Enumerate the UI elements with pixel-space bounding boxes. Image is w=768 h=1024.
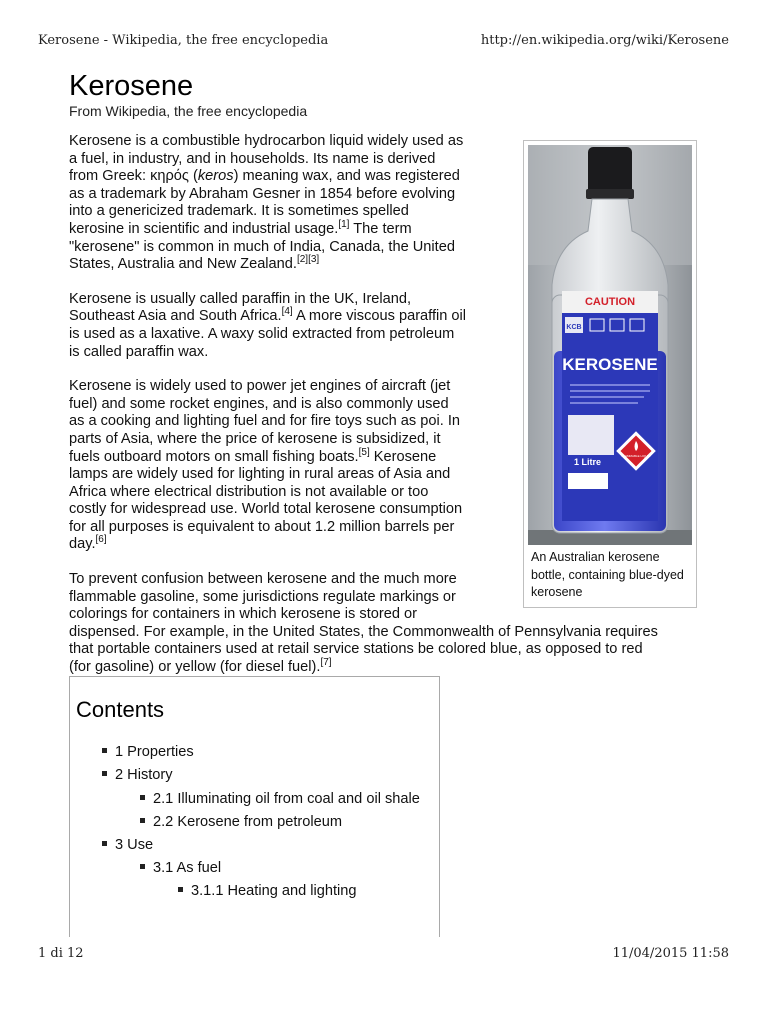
bullet-icon <box>178 887 183 892</box>
print-datetime: 11/04/2015 11:58 <box>612 946 729 961</box>
bullet-icon <box>140 795 145 800</box>
label-caution-text: CAUTION <box>584 296 636 308</box>
toc-item-label: 3.1.1 Heating and lighting <box>191 883 357 899</box>
citation-link[interactable]: [1] <box>338 219 350 231</box>
toc-item-label: 2.2 Kerosene from petroleum <box>153 814 343 830</box>
kerosene-bottle-image[interactable] <box>528 145 692 545</box>
text-run-italic: keros <box>197 168 234 185</box>
page-counter: 1 di 12 <box>38 946 84 961</box>
article-subtitle: From Wikipedia, the free encyclopedia <box>69 103 308 119</box>
page-url[interactable]: http://en.wikipedia.org/wiki/Kerosene <box>480 33 729 48</box>
text-run: Kerosene is widely used to power jet engines of aircraft (jet fuel) and some rocket engines, and is also commonly used as a cooking and lighting fuel and for fire toys such as poi. In parts of Asia, where the price of kerosene is subsidized, it fuels outboard motors on small fishing boats. <box>69 378 461 465</box>
figure-thumbnail <box>523 140 697 608</box>
toc-item-kerosene-petroleum[interactable] <box>140 814 342 830</box>
text-run: To prevent confusion between kerosene and the much more flammable gasoline, some jurisdictions regulate markings or colorings for containers in which kerosene is stored or dispensed. For example, in the United States, the Commonwealth of Pennsylvania requires that portable containers used at retail service stations be colored blue, as opposed to red (for gasoline) or yellow (for diesel fuel). <box>69 571 658 676</box>
citation-link[interactable]: [6] <box>95 534 107 546</box>
bullet-icon <box>102 771 107 776</box>
toc-item-as-fuel[interactable] <box>140 860 221 876</box>
bullet-icon <box>102 841 107 846</box>
article-title: Kerosene <box>69 70 194 102</box>
text-run: Kerosene is usually called paraffin in the UK, Ireland, Southeast Asia and South Africa. <box>69 290 412 325</box>
citation-link[interactable]: [5] <box>358 446 370 458</box>
figure-caption: An Australian kerosene bottle, containing blue-dyed kerosene <box>531 550 684 599</box>
text-run: Kerosene lamps are widely used for lighting in rural areas of Asia and Africa where electrical distribution is not available or too costly for widespread use. World total kerosene consumption for all purposes is equivalent to about 1.2 million barrels per day. <box>69 448 463 553</box>
page-title-header: Kerosene - Wikipedia, the free encyclopedia <box>38 33 329 48</box>
toc-item-label: 3 Use <box>115 837 154 853</box>
bullet-icon <box>140 818 145 823</box>
bottle-cap <box>588 147 632 195</box>
toc-item-label: 1 Properties <box>115 744 194 760</box>
text-run: The term "kerosene" is common in much of India, Canada, the United States, Australia and New Zealand. <box>69 220 455 273</box>
toc-item-illuminating-oil[interactable] <box>140 791 420 807</box>
label-brand-text: KCB <box>566 324 582 331</box>
toc-item-properties[interactable] <box>102 744 194 760</box>
label-product-text: KEROSENE <box>562 355 658 374</box>
bullet-icon <box>140 864 145 869</box>
toc-item-history[interactable] <box>102 767 173 783</box>
toc-item-heating-lighting[interactable] <box>178 883 357 899</box>
citation-link[interactable]: [4] <box>281 306 293 318</box>
toc-item-use[interactable] <box>102 837 153 853</box>
bullet-icon <box>102 748 107 753</box>
text-run: Kerosene is a combustible hydrocarbon liquid widely used as a fuel, in industry, and in households. Its name is derived from Greek: κηρός ( <box>69 133 464 185</box>
text-run: ) meaning wax, and was registered as a trademark by Abraham Gesner in 1854 before evolving into a genericized trademark. It is sometimes spelled kerosine in scientific and industrial usage. <box>69 168 460 237</box>
toc-title: Contents <box>76 697 165 722</box>
label-hazard-text: FLAMMABLE LIQUID <box>621 454 651 458</box>
toc-item-label: 3.1 As fuel <box>153 860 222 876</box>
label-volume-text: 1 Litre <box>574 457 602 467</box>
label-info-panel <box>568 415 614 455</box>
citation-link[interactable]: [2][3] <box>296 254 320 266</box>
bottle-cap-ring <box>586 189 634 199</box>
toc-item-label: 2.1 Illuminating oil from coal and oil shale <box>153 791 420 807</box>
label-barcode <box>568 473 608 489</box>
table-of-contents <box>69 676 440 937</box>
citation-link[interactable]: [7] <box>320 657 332 669</box>
toc-item-label: 2 History <box>115 767 173 783</box>
text-run: A more viscous paraffin oil is used as a laxative. A waxy solid extracted from petroleum is called paraffin wax. <box>69 308 467 360</box>
